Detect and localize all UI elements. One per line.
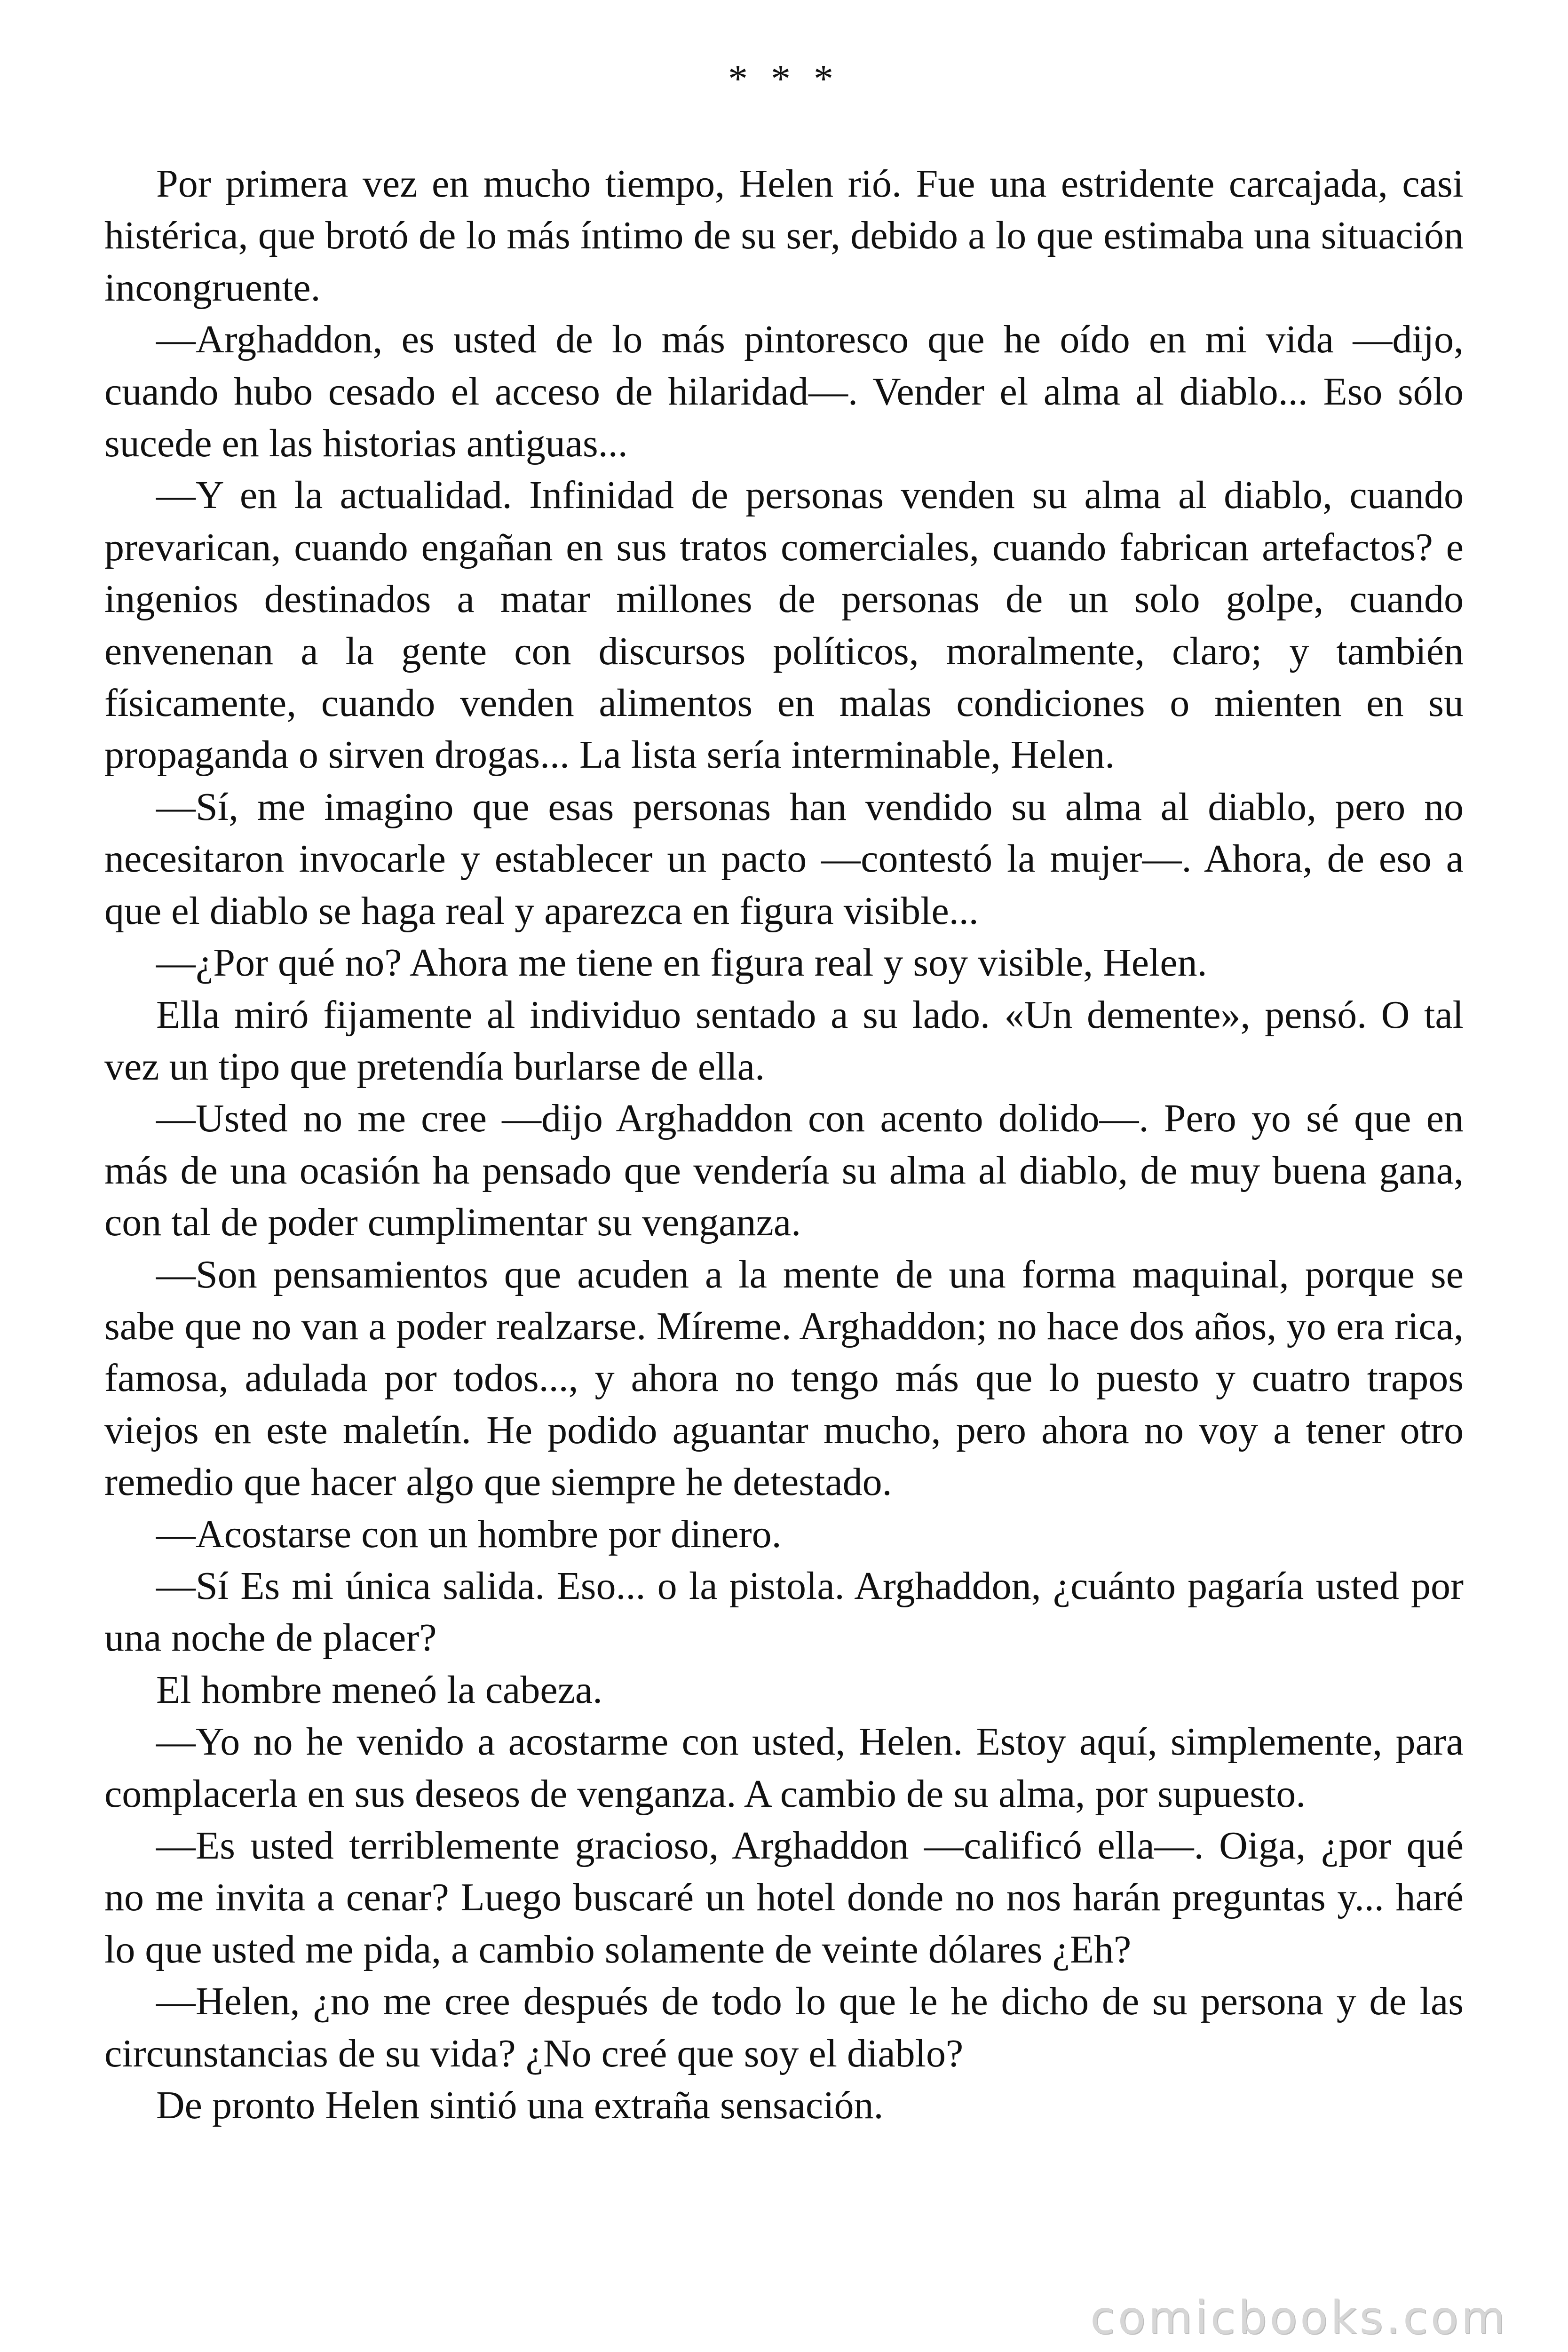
paragraph: El hombre meneó la cabeza.: [156, 1668, 603, 1712]
paragraph: —Yo no he venido a acostarme con usted, Helen. Estoy aquí, simplemente, para complacerla en sus deseos de venganza. A cambio de su alma, por supuesto.: [104, 1720, 1464, 1816]
paragraph: —Arghaddon, es usted de lo más pintoresco que he oído en mi vida —dijo, cuando hubo cesado el acceso de hilaridad—. Vender el alma al diablo... Eso sólo sucede en las historias antiguas...: [104, 318, 1464, 466]
paragraph: —Acostarse con un hombre por dinero.: [156, 1512, 782, 1556]
paragraph: —Y en la actualidad. Infinidad de personas venden su alma al diablo, cuando prevarican, cuando engañan en sus tratos comerciales, cuando fabrican artefactos? e ingenios destinados a matar millones de personas de un solo golpe, cuando envenenan a la gente con discursos políticos, moralmente, claro; y también físicamente, cuando venden alimentos en malas condiciones o mienten en su propaganda o sirven drogas... La lista sería interminable, Helen.: [104, 473, 1464, 777]
paragraph: Por primera vez en mucho tiempo, Helen rió. Fue una estridente carcajada, casi histérica, que brotó de lo más íntimo de su ser, debido a lo que estimaba una situación incongruente.: [104, 162, 1464, 310]
paragraph: —Son pensamientos que acuden a la mente de una forma maquinal, porque se sabe que no van a poder realzarse. Míreme. Arghaddon; no hace dos años, yo era rica, famosa, adulada por todos..., y ahora no tengo más que lo puesto y cuatro trapos viejos en este maletín. He podido aguantar mucho, pero ahora no voy a tener otro remedio que hacer algo que siempre he detestado.: [104, 1252, 1464, 1504]
watermark: comicbooks.com: [1090, 2291, 1508, 2344]
paragraph: —Usted no me cree —dijo Arghaddon con acento dolido—. Pero yo sé que en más de una ocasión ha pensado que vendería su alma al diablo, de muy buena gana, con tal de poder cumplimentar su venganza.: [104, 1097, 1464, 1245]
section-separator: * * *: [728, 57, 840, 101]
paragraph: Ella miró fijamente al individuo sentado a su lado. «Un demente», pensó. O tal vez un tipo que pretendía burlarse de ella.: [104, 993, 1464, 1089]
paragraph: —Sí, me imagino que esas personas han vendido su alma al diablo, pero no necesitaron invocarle y establecer un pacto —contestó la mujer—. Ahora, de eso a que el diablo se haga real y aparezca en figura visible...: [104, 785, 1464, 933]
paragraph: —Es usted terriblemente gracioso, Arghaddon —calificó ella—. Oiga, ¿por qué no me invita a cenar? Luego buscaré un hotel donde no nos harán preguntas y... haré lo que usted me pida, a cambio solamente de veinte dólares ¿Eh?: [104, 1824, 1464, 1971]
paragraph: De pronto Helen sintió una extraña sensación.: [156, 2083, 884, 2128]
paragraph: —Sí Es mi única salida. Eso... o la pistola. Arghaddon, ¿cuánto pagaría usted por una noche de placer?: [104, 1564, 1464, 1660]
paragraph: —Helen, ¿no me cree después de todo lo que le he dicho de su persona y de las circunstancias de su vida? ¿No creé que soy el diablo?: [104, 1979, 1464, 2075]
body-text: [104, 158, 1464, 2131]
paragraph: —¿Por qué no? Ahora me tiene en figura real y soy visible, Helen.: [156, 941, 1207, 985]
